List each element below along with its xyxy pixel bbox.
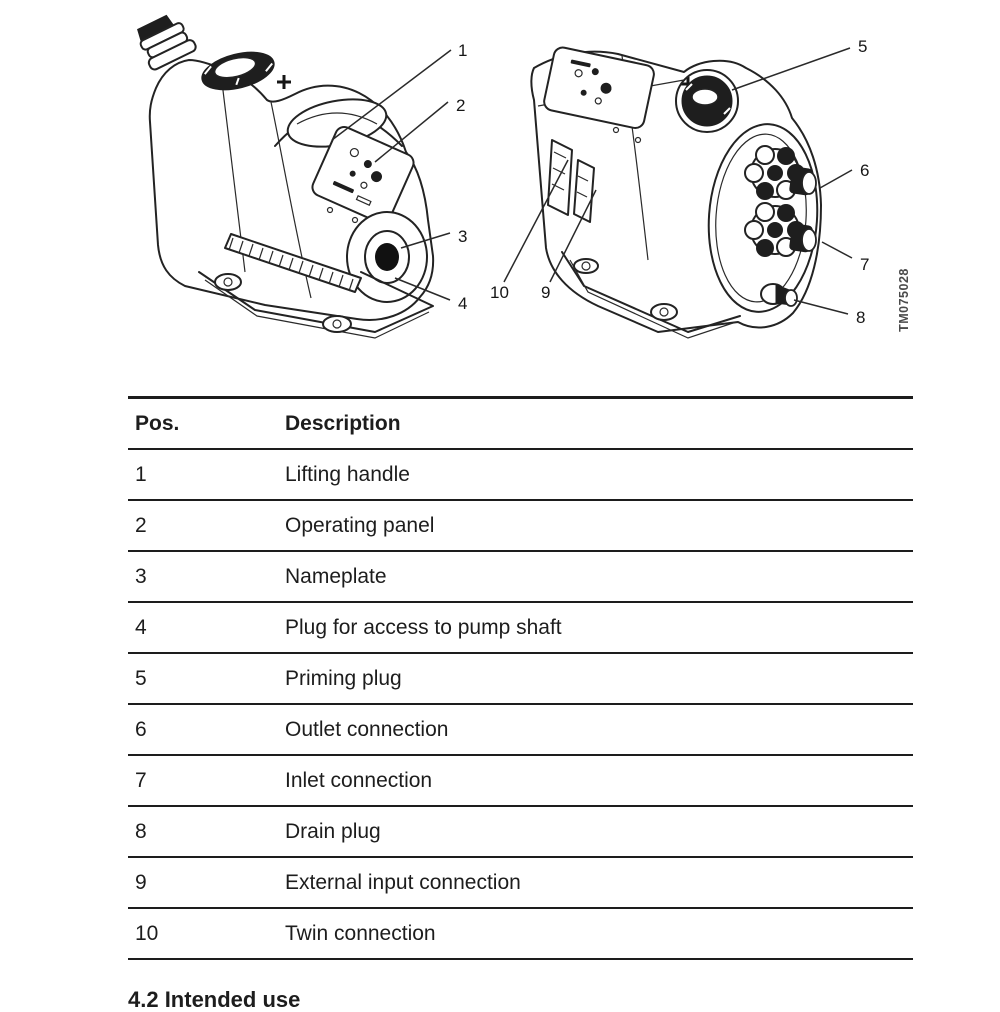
cell-pos: 8	[135, 819, 147, 843]
pump-front-left-view-figure	[125, 10, 500, 348]
cell-description: Outlet connection	[285, 717, 449, 741]
callout-7: 7	[860, 255, 870, 274]
pump-end-face	[347, 212, 427, 302]
shaft-access-plug	[375, 243, 399, 271]
callout-8: 8	[856, 308, 866, 327]
table-row	[128, 603, 913, 654]
table-row	[128, 705, 913, 756]
next-section-heading: 4.2 Intended use	[128, 987, 301, 1012]
cell-pos: 1	[135, 462, 147, 486]
plus-mark-icon	[277, 75, 291, 89]
cell-pos: 10	[135, 921, 159, 945]
table-header-row	[128, 399, 913, 450]
callout-5: 5	[858, 37, 868, 56]
callout-1: 1	[458, 41, 468, 60]
pump-rear-right-view-figure	[488, 10, 930, 355]
cell-description: Nameplate	[285, 564, 387, 588]
callout-4: 4	[458, 294, 468, 313]
header-pos: Pos.	[135, 411, 180, 435]
callout-9: 9	[541, 283, 551, 302]
header-description: Description	[285, 411, 401, 435]
figure-watermark: TM075028	[897, 268, 911, 332]
cell-pos: 7	[135, 768, 147, 792]
cell-pos: 5	[135, 666, 147, 690]
cell-pos: 6	[135, 717, 147, 741]
callout-2: 2	[456, 96, 466, 115]
table-row	[128, 756, 913, 807]
cell-description: External input connection	[285, 870, 521, 894]
table-row	[128, 654, 913, 705]
cell-pos: 2	[135, 513, 147, 537]
table-row	[128, 807, 913, 858]
cell-description: Operating panel	[285, 513, 435, 537]
cell-description: Twin connection	[285, 921, 436, 945]
parts-table	[128, 396, 913, 960]
cell-pos: 4	[135, 615, 147, 639]
table-row	[128, 858, 913, 909]
callout-6: 6	[860, 161, 870, 180]
table-row	[128, 909, 913, 960]
cell-description: Drain plug	[285, 819, 381, 843]
callout-10: 10	[490, 283, 509, 302]
cell-description: Inlet connection	[285, 768, 433, 792]
cell-description: Priming plug	[285, 666, 402, 690]
priming-plug	[676, 70, 738, 132]
table-row	[128, 501, 913, 552]
cell-pos: 9	[135, 870, 147, 894]
cell-pos: 3	[135, 564, 147, 588]
callout-3: 3	[458, 227, 468, 246]
cell-description: Lifting handle	[285, 462, 410, 486]
table-row	[128, 450, 913, 501]
table-row	[128, 552, 913, 603]
cell-description: Plug for access to pump shaft	[285, 615, 562, 639]
